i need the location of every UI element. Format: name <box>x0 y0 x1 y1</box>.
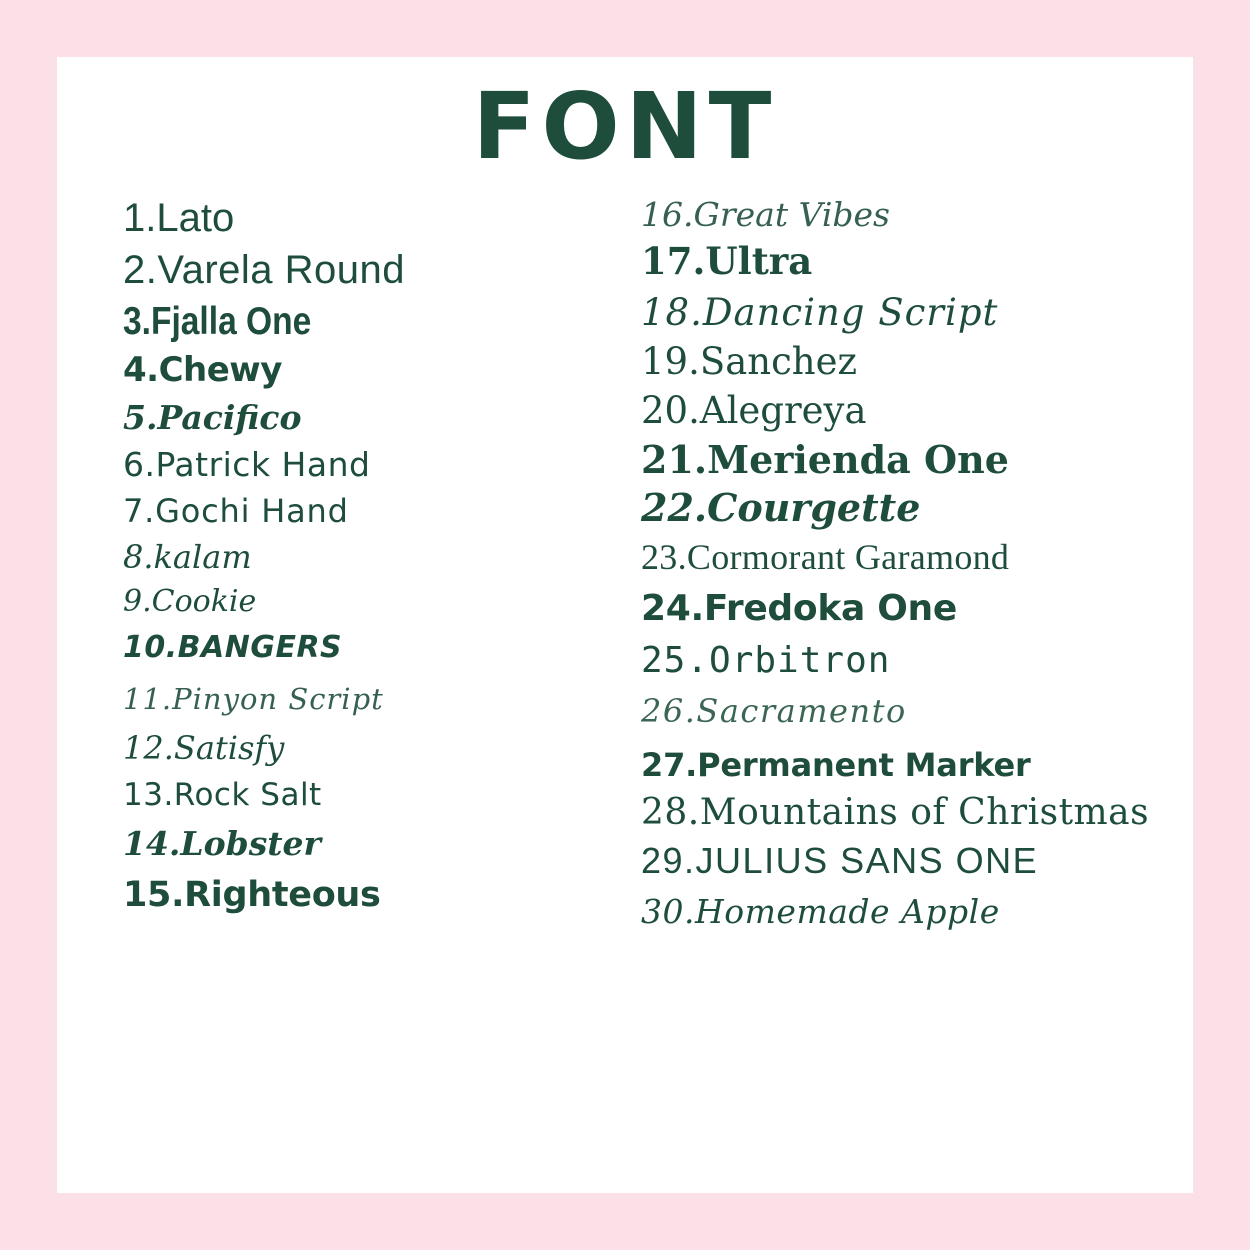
list-item: 8.kalam <box>123 537 252 576</box>
list-item: 25.Orbitron <box>641 639 891 681</box>
list-item: 21.Merienda One <box>641 436 1009 482</box>
list-item: 5.Pacifico <box>123 397 302 437</box>
list-item: 7.Gochi Hand <box>123 491 349 530</box>
list-item: 14.Lobster <box>123 823 321 863</box>
list-item: 9.Cookie <box>123 583 257 619</box>
list-item: 13.Rock Salt <box>123 776 322 813</box>
list-item: 23.Cormorant Garamond <box>641 536 1010 577</box>
list-item: 27.Permanent Marker <box>641 745 1031 784</box>
font-list-column-left <box>67 188 625 938</box>
list-item: 29.JULIUS SANS ONE <box>641 839 1039 881</box>
list-item: 26.Sacramento <box>641 691 907 730</box>
list-item: 20.Alegreya <box>641 388 867 432</box>
list-item: 2.Varela Round <box>123 247 405 292</box>
list-item: 22.Courgette <box>641 484 921 530</box>
list-item: 28.Mountains of Christmas <box>641 791 1150 833</box>
list-item: 6.Patrick Hand <box>123 444 371 484</box>
list-item: 1.Lato <box>123 195 235 240</box>
list-item: 18.Dancing Script <box>641 290 999 334</box>
font-list-column-right <box>625 188 1183 938</box>
list-item: 15.Righteous <box>123 874 381 915</box>
list-item: 17.Ultra <box>641 238 813 283</box>
page-title: FONT <box>472 73 778 180</box>
list-item: 11.Pinyon Script <box>123 681 384 716</box>
font-list-columns <box>57 176 1193 938</box>
list-item: 24.Fredoka One <box>641 587 957 629</box>
list-item: 4.Chewy <box>123 349 282 390</box>
list-item: 3.Fjalla One <box>123 299 312 343</box>
font-list-card <box>57 57 1193 1193</box>
list-item: 12.Satisfy <box>123 728 285 767</box>
list-item: 10.BANGERS <box>123 629 343 665</box>
list-item: 19.Sanchez <box>641 339 858 383</box>
list-item: 16.Great Vibes <box>641 194 890 234</box>
list-item: 30.Homemade Apple <box>641 891 1000 931</box>
